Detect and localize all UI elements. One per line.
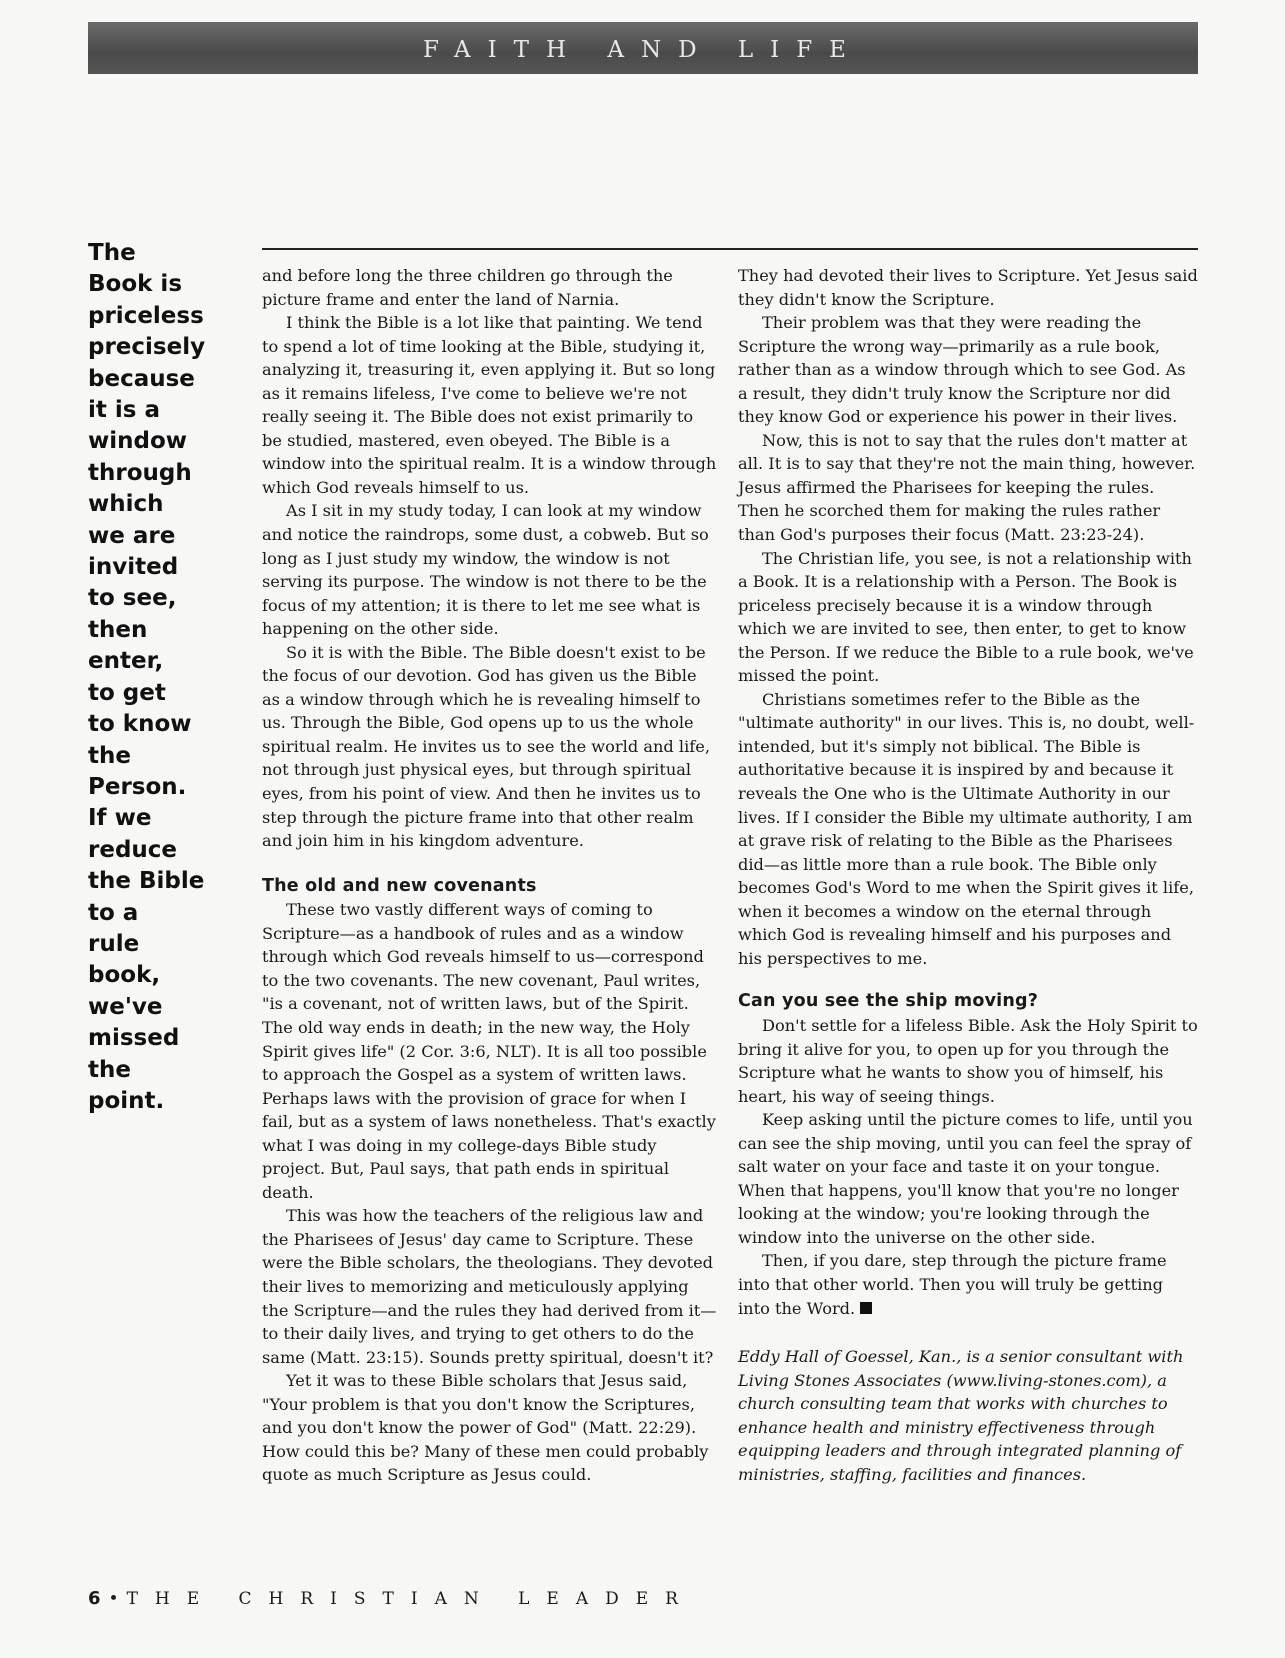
page-footer [88,1588,695,1609]
pull-quote-line: precisely [88,334,206,361]
pull-quote-line: point. [88,1087,165,1114]
end-mark-icon [860,1302,872,1314]
paragraph: Now, this is not to say that the rules don't matter at all. It is to say that they're not the main thing, however. Jesus affirmed the Pharisees for keeping the rules. Then he scorched them for making the rules rather than God's purposes their focus (Matt. 23:23-24). [738,430,1196,545]
author-bio: Eddy Hall of Goessel, Kan., is a senior consultant with Living Stones Associates (www.living-stones.com), a church consulting team that works with churches to enhance health and ministry effectiveness through equipping leaders and through integrated planning of ministries, staffing, facilities and finances. [738,1347,1184,1484]
pull-quote-line: rule [88,930,140,957]
pull-quote-line: the [88,1056,131,1083]
paragraph-text: Then, if you dare, step through the picture frame into that other world. Then you will truly be getting into the Word. [738,1251,1167,1318]
pull-quote-line: then [88,616,148,643]
pull-quote-line: Person. [88,773,187,800]
paragraph-text: Don't settle for a lifeless Bible. Ask the Holy Spirit to bring it alive for you, to open up for you through the Scripture what he wants to show you of himself, his heart, his way of seeing things. [738,1015,1198,1106]
publication-name: THE CHRISTIAN LEADER [126,1589,695,1609]
pull-quote-line: to get [88,679,166,706]
pull-quote-line: to know [88,711,192,738]
section-banner [88,22,1198,74]
pull-quote-line: through [88,459,192,486]
section-title: FAITH AND LIFE [423,37,863,63]
pull-quote-line: it is a [88,397,160,424]
pull-quote-line: Book is [88,271,183,298]
paragraph: As I sit in my study today, I can look at my window and notice the raindrops, some dust, a cobweb. But so long as I just study my window, the window is not serving its purpose. The window is not there to be the focus of my attention; it is there to let me see what is happening on the other side. [262,501,709,639]
paragraph: Their problem was that they were reading the Scripture the wrong way—primarily as a rule book, rather than as a window through which to see God. As a result, they didn't truly know the Scripture nor did they know God or experience his power in their lives. [738,313,1186,427]
pull-quote-line: reduce [88,836,178,863]
paragraph: Keep asking until the picture comes to life, until you can see the ship moving, until you can feel the spray of salt water on your face and taste it on your tongue. When that happens, you'll know that you're no longer looking at the window; you're looking through the window into the universe on the other side. [738,1110,1193,1247]
pull-quote-line: the [88,742,131,769]
paragraph: and before long the three children go through the picture frame and enter the land of Narnia. [262,266,673,309]
pull-quote-line: invited [88,554,179,581]
paragraph [738,1014,1198,1108]
paragraph: I think the Bible is a lot like that painting. We tend to spend a lot of time looking at the Bible, studying it, analyzing it, treasuring it, even applying it. But so long as it remains lifeless, I've come to believe we're not really seeing it. The Bible does not exist primarily to be studied, mastered, even obeyed. The Bible is a window into the spiritual realm. It is a window through which God reveals himself to us. [262,313,717,497]
pull-quote-line: we've [88,993,163,1020]
paragraph: These two vastly different ways of coming to Scripture—as a handbook of rules and as a window through which God reveals himself to us—correspond to the two covenants. The new covenant, Paul writes, "is a covenant, not of written laws, but of the Spirit. The old way ends in death; in the new way, the Holy Spirit gives life" (2 Cor. 3:6, NLT). It is all too possible to approach the Gospel as a system of written laws. Perhaps laws with the provision of grace for when I fail, but as a system of laws nonetheless. That's exactly what I was doing in my college-days Bible study project. But, Paul says, that path ends in spiritual death. [262,900,716,1202]
pull-quote-line: to see, [88,585,177,612]
pull-quote-line: enter, [88,648,164,675]
paragraph: Yet it was to these Bible scholars that Jesus said, "Your problem is that you don't know the Scriptures, and you don't know the power of God" (Matt. 22:29). How could this be? Many of these men could probably quote as much Scripture as Jesus could. [262,1371,709,1485]
pull-quote-line: The [88,240,136,266]
pull-quote-line: because [88,365,195,392]
pull-quote-line: the Bible [88,868,205,895]
pull-quote-line: book, [88,962,161,989]
page-number: 6 [88,1588,101,1609]
paragraph: Christians sometimes refer to the Bible as the "ultimate authority" in our lives. This is, no doubt, well-intended, but it's simply not biblical. The Bible is authoritative because it is inspired by and because it reveals the One who is the Ultimate Authority in our lives. If I consider the Bible my ultimate authority, I am at grave risk of relating to the Bible as the Pharisees did—as little more than a rule book. The Bible only becomes God's Word to me when the Spirit gives it life, when it becomes a window on the eternal through which God is revealing himself and his purposes and his perspectives to me. [738,689,1195,968]
bullet-separator: • [108,1589,119,1609]
paragraph [738,1249,1198,1320]
paragraph: So it is with the Bible. The Bible doesn't exist to be the focus of our devotion. God has given us the Bible as a window through which he is revealing himself to us. Through the Bible, God opens up to us the whole spiritual realm. He invites us to see the world and life, not through just physical eyes, but through spiritual eyes, from his point of view. And then he invites us to step through the picture frame into that other realm and join him in his kingdom adventure. [262,642,710,851]
paragraph: This was how the teachers of the religious law and the Pharisees of Jesus' day came to Scripture. These were the Bible scholars, the theologians. They devoted their lives to memorizing and meticulously applying the Scripture—and the rules they had derived from it—to their daily lives, and trying to get others to do the same (Matt. 23:15). Sounds pretty spiritual, doesn't it? [262,1206,717,1367]
subheading: The old and new covenants [262,875,537,896]
subheading: Can you see the ship moving? [738,991,1039,1012]
pull-quote-line: window [88,428,188,455]
pull-quote-line: to a [88,899,139,926]
pull-quote-line: priceless [88,302,204,329]
paragraph: The Christian life, you see, is not a relationship with a Book. It is a relationship with a Person. The Book is priceless precisely because it is a window through which we are invited to see, then enter, to get to know the Person. If we reduce the Bible to a rule book, we've missed the point. [738,548,1194,686]
pull-quote [88,238,223,1117]
article-column-left [262,264,717,1487]
pull-quote-line: If we [88,805,152,832]
pull-quote-line: missed [88,1025,180,1052]
column-rule [262,248,1198,250]
paragraph: They had devoted their lives to Scripture. Yet Jesus said they didn't know the Scripture. [738,266,1198,309]
pull-quote-line: we are [88,522,176,549]
article-column-right [738,264,1198,1486]
pull-quote-line: which [88,491,164,518]
